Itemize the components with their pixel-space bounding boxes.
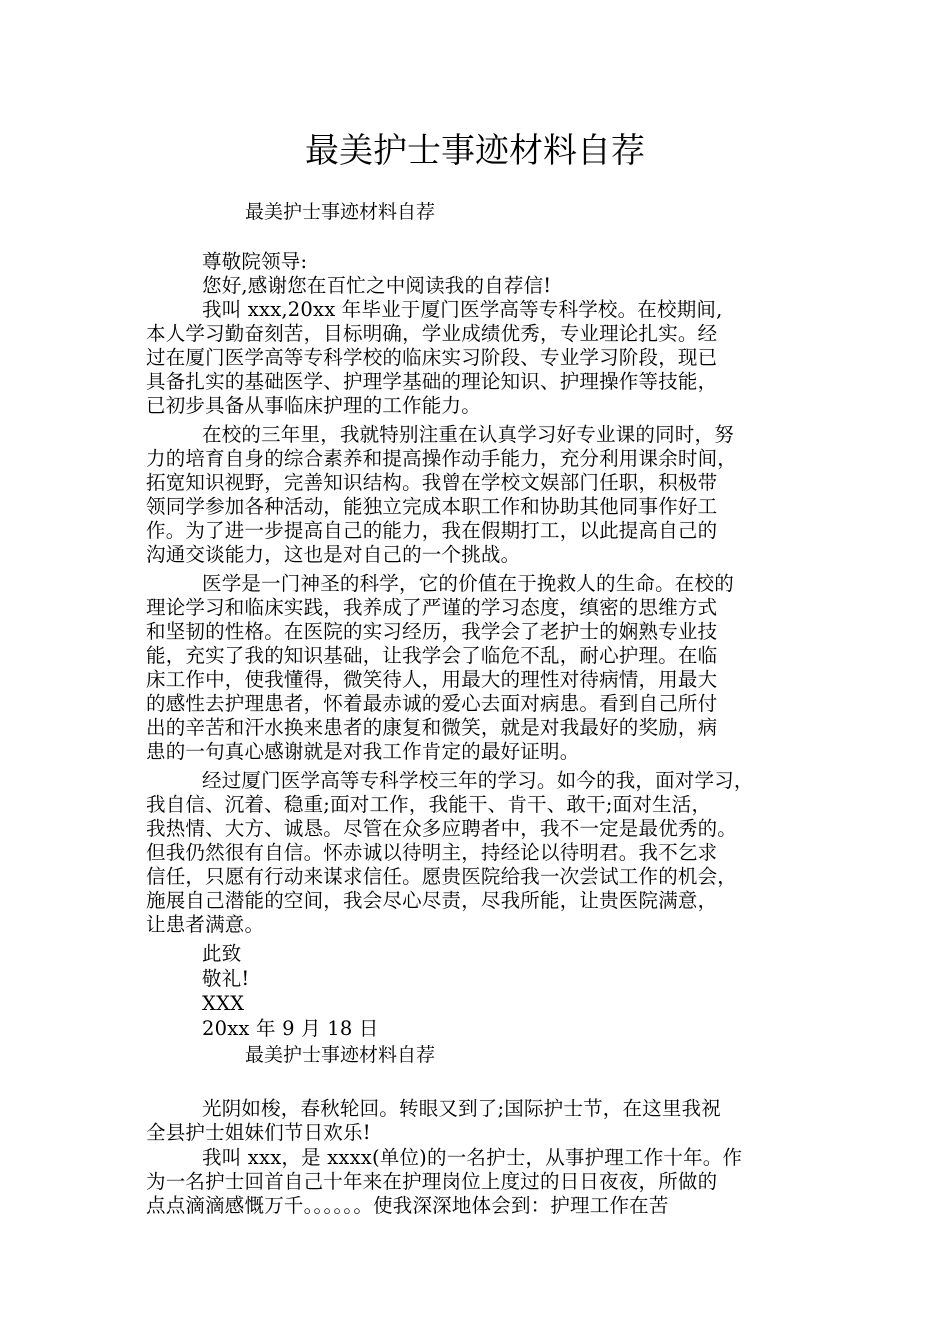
text-line: 我叫 xxx，是 xxxx(单位)的一名护士，从事护理工作十年。作	[202, 1146, 743, 1169]
closing-line: 此致	[202, 942, 242, 965]
text-line: 信任，只愿有行动来谋求信任。愿贵医院给我一次尝试工作的机会，	[146, 865, 738, 888]
text-line: 力的培育自身的综合素养和提高操作动手能力，充分利用课余时间，	[146, 447, 738, 470]
text-line: 具备扎实的基础医学、护理学基础的理论知识、护理操作等技能，	[146, 370, 718, 393]
text-line: 我叫 xxx,20xx 年毕业于厦门医学高等专科学校。在校期间,	[202, 298, 723, 321]
text-line: 拓宽知识视野，完善知识结构。我曾在学校文娱部门任职，积极带	[146, 471, 718, 494]
text-line: 我热情、大方、诚恳。尽管在众多应聘者中，我不一定是最优秀的。	[146, 817, 738, 840]
text-line: 为一名护士回首自己十年来在护理岗位上度过的日日夜夜，所做的	[146, 1170, 718, 1193]
text-line: 能，充实了我的知识基础，让我学会了临危不乱，耐心护理。在临	[146, 644, 718, 667]
date: 20xx 年 9 月 18 日	[202, 1017, 379, 1040]
salutation: 尊敬院领导:	[202, 250, 308, 273]
closing-line: 敬礼!	[202, 967, 250, 990]
text-line: 经过厦门医学高等专科学校三年的学习。如今的我，面对学习，	[202, 769, 754, 792]
text-line: 理论学习和临床实践，我养成了严谨的学习态度，缜密的思维方式	[146, 596, 718, 619]
text-line: 作。为了进一步提高自己的能力，我在假期打工，以此提高自己的	[146, 519, 718, 542]
text-line: 过在厦门医学高等专科学校的临床实习阶段、专业学习阶段，现已	[146, 346, 718, 369]
text-line: 施展自己潜能的空间，我会尽心尽责，尽我所能，让贵医院满意，	[146, 889, 718, 912]
text-line: 患的一句真心感谢就是对我工作肯定的最好证明。	[146, 740, 580, 763]
text-line: 我自信、沉着、稳重;面对工作，我能干、肯干、敢干;面对生活，	[146, 793, 712, 816]
text-line: 床工作中，使我懂得，微笑待人，用最大的理性对待病情，用最大	[146, 668, 718, 691]
text-line: 的感性去护理患者，怀着最赤诚的爱心去面对病患。看到自己所付	[146, 692, 718, 715]
subtitle: 最美护士事迹材料自荐	[245, 201, 436, 223]
text-line: 出的辛苦和汗水换来患者的康复和微笑，就是对我最好的奖励，病	[146, 716, 718, 739]
text-line: 医学是一门神圣的科学，它的价值在于挽救人的生命。在校的	[202, 572, 734, 595]
text-line: 但我仍然很有自信。怀赤诚以待明主，持经论以待明君。我不乞求	[146, 841, 718, 864]
text-line: 您好,感谢您在百忙之中阅读我的自荐信!	[202, 274, 552, 297]
page-title: 最美护士事迹材料自荐	[305, 131, 645, 171]
text-line: 已初步具备从事临床护理的工作能力。	[146, 394, 481, 417]
text-line: 领同学参加各种活动，能独立完成本职工作和协助其他同事作好工	[146, 495, 718, 518]
text-line: 本人学习勤奋刻苦，目标明确，学业成绩优秀，专业理论扎实。经	[146, 322, 718, 345]
text-line: 光阴如梭，春秋轮回。转眼又到了;国际护士节，在这里我祝	[202, 1097, 721, 1120]
text-line: 全县护士姐妹们节日欢乐!	[146, 1121, 371, 1144]
subtitle: 最美护士事迹材料自荐	[245, 1044, 436, 1066]
text-line: 点点滴滴感慨万千。。。。。。使我深深地体会到：护理工作在苦	[146, 1194, 669, 1217]
text-line: 和坚韧的性格。在医院的实习经历，我学会了老护士的娴熟专业技	[146, 620, 718, 643]
text-line: 沟通交谈能力，这也是对自己的一个挑战。	[146, 543, 521, 566]
text-line: 在校的三年里，我就特别注重在认真学习好专业课的同时，努	[202, 423, 734, 446]
text-line: 让患者满意。	[146, 913, 265, 936]
signature: XXX	[202, 992, 245, 1015]
